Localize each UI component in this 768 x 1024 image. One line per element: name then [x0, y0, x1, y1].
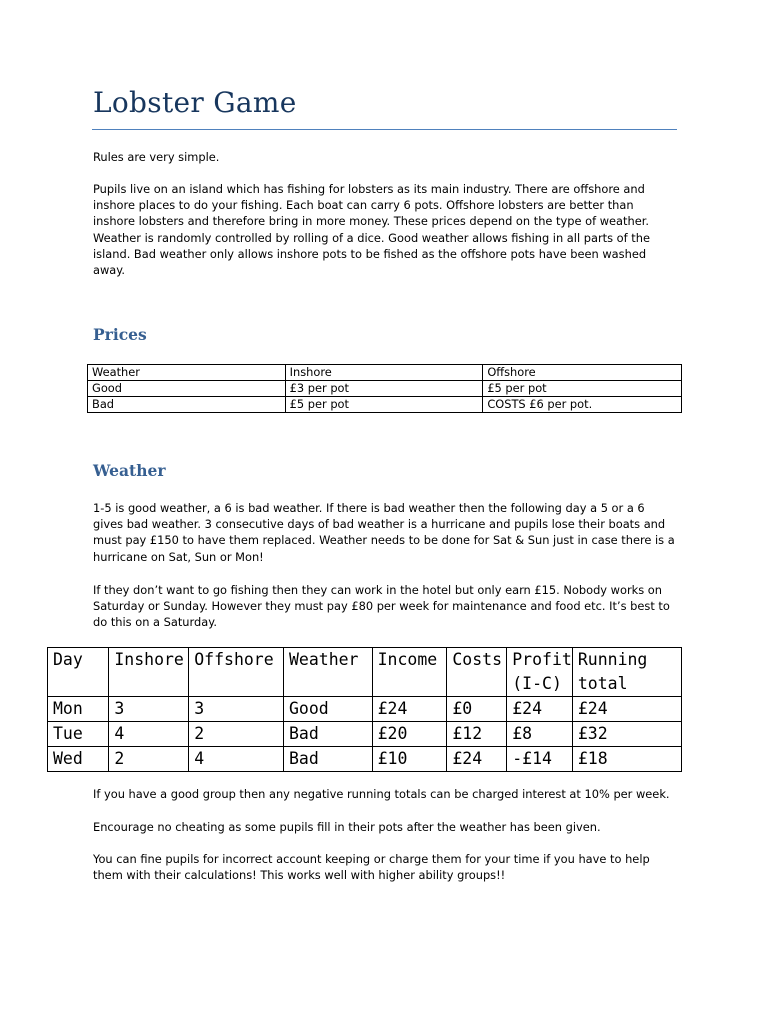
- record-header-cell: Offshore: [189, 648, 284, 697]
- prices-cell: £3 per pot: [285, 381, 483, 397]
- record-cell: £18: [572, 747, 681, 772]
- prices-header-row: [88, 365, 682, 381]
- record-header-cell: Costs: [447, 648, 507, 697]
- prices-cell: £5 per pot: [483, 381, 682, 397]
- record-cell: £24: [372, 697, 447, 722]
- weather-paragraph: 1-5 is good weather, a 6 is bad weather. If there is bad weather then the following day a 5 or a 6 gives bad weather. 3 consecutive days of bad weather is a hurricane and pupils lose their boats and must pay £150 to have them replaced. Weather needs to be done for Sat & Sun just in case there is a hurricane on Sat, Sun or Mon!: [93, 501, 675, 564]
- prices-heading: Prices: [93, 325, 147, 344]
- record-header-row: [48, 648, 682, 697]
- table-row: [48, 747, 682, 772]
- record-cell: 3: [109, 697, 189, 722]
- record-cell: £0: [447, 697, 507, 722]
- intro-rules-line: Rules are very simple.: [93, 150, 220, 164]
- record-header-cell: Income: [372, 648, 447, 697]
- record-header-cell: Running total: [572, 648, 681, 697]
- record-cell: -£14: [507, 747, 573, 772]
- prices-table: [87, 364, 682, 413]
- prices-header-cell: Offshore: [483, 365, 682, 381]
- record-cell: Tue: [48, 722, 109, 747]
- record-cell: Mon: [48, 697, 109, 722]
- table-row: [48, 722, 682, 747]
- hotel-paragraph: If they don’t want to go fishing then they can work in the hotel but only earn £15. Nobody works on Saturday or Sunday. However they must pay £80 per week for maintenance and food etc. It’s best to do this on a Saturday.: [93, 583, 670, 630]
- record-header-cell: Weather: [283, 648, 372, 697]
- weather-heading: Weather: [93, 461, 166, 480]
- cheating-note: Encourage no cheating as some pupils fill in their pots after the weather has been given.: [93, 820, 601, 834]
- table-row: [48, 697, 682, 722]
- record-cell: £24: [572, 697, 681, 722]
- record-cell: £10: [372, 747, 447, 772]
- record-header-cell: Day: [48, 648, 109, 697]
- record-header-cell: Inshore: [109, 648, 189, 697]
- record-cell: £20: [372, 722, 447, 747]
- record-table: [47, 647, 682, 772]
- prices-cell: £5 per pot: [285, 397, 483, 413]
- record-cell: £32: [572, 722, 681, 747]
- record-cell: 3: [189, 697, 284, 722]
- record-header-cell: Profit (I-C): [507, 648, 573, 697]
- title-underline: [92, 129, 677, 130]
- record-cell: Wed: [48, 747, 109, 772]
- record-cell: Bad: [283, 747, 372, 772]
- record-cell: £8: [507, 722, 573, 747]
- record-cell: 4: [189, 747, 284, 772]
- fines-note: You can fine pupils for incorrect account keeping or charge them for your time if you have to help them with their calculations! This works well with higher ability groups!!: [93, 852, 650, 883]
- intro-paragraph: Pupils live on an island which has fishing for lobsters as its main industry. There are offshore and inshore places to do your fishing. Each boat can carry 6 pots. Offshore lobsters are better than inshore lobsters and therefore bring in more money. These prices depend on the type of weather. Weather is randomly controlled by rolling of a dice. Good weather allows fishing in all parts of the island. Bad weather only allows inshore pots to be fished as the offshore pots have been washed away.: [93, 182, 650, 278]
- record-cell: £24: [447, 747, 507, 772]
- page-title: Lobster Game: [93, 86, 297, 119]
- record-cell: Good: [283, 697, 372, 722]
- prices-row-bad: [88, 397, 682, 413]
- record-cell: £12: [447, 722, 507, 747]
- interest-note: If you have a good group then any negative running totals can be charged interest at 10% per week.: [93, 787, 670, 801]
- record-cell: £24: [507, 697, 573, 722]
- prices-row-good: [88, 381, 682, 397]
- prices-header-cell: Inshore: [285, 365, 483, 381]
- prices-cell: Good: [88, 381, 286, 397]
- prices-cell: Bad: [88, 397, 286, 413]
- record-cell: Bad: [283, 722, 372, 747]
- record-cell: 2: [189, 722, 284, 747]
- prices-header-cell: Weather: [88, 365, 286, 381]
- record-cell: 4: [109, 722, 189, 747]
- record-cell: 2: [109, 747, 189, 772]
- prices-cell: COSTS £6 per pot.: [483, 397, 682, 413]
